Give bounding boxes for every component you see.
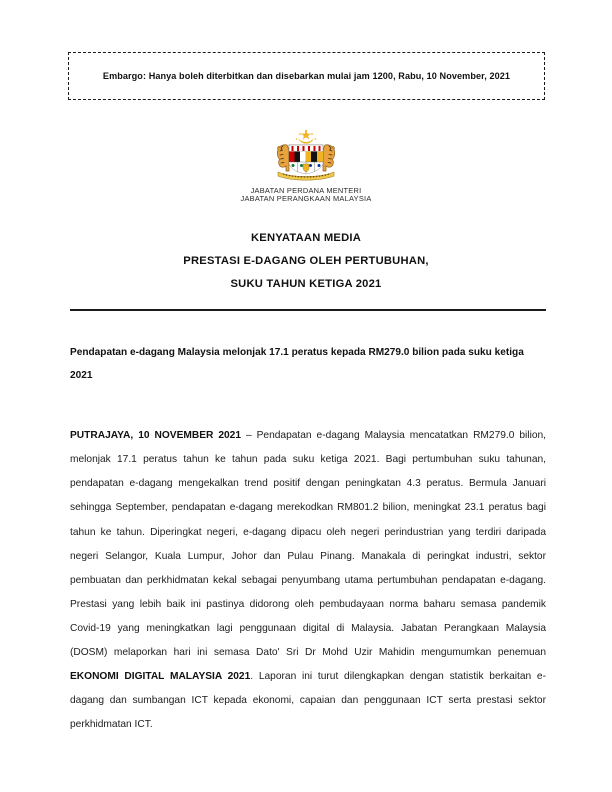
body-part-2: . Laporan ini turut dilengkapkan dengan statistik berkaitan e-dagang dan sumbangan ICT kepada ekonomi, capaian dan penggunaan ICT serta prestasi sektor perkhidmatan ICT.: [70, 671, 546, 731]
tiger-left: [277, 145, 289, 171]
department-name-line-1: JABATAN PERDANA MENTERI: [250, 186, 362, 195]
embargo-notice-box: [68, 52, 545, 100]
tiger-right: [323, 145, 335, 171]
department-name-line-2: JABATAN PERANGKAAN MALAYSIA: [240, 194, 372, 204]
document-title-block: [0, 232, 612, 290]
department-names: [240, 187, 371, 204]
letterhead: [0, 128, 612, 204]
malaysia-coat-of-arms-icon: [263, 128, 349, 184]
page-title-line-1: KENYATAAN MEDIA: [250, 232, 362, 244]
title-divider: [70, 309, 546, 311]
body-part-1: – Pendapatan e-dagang Malaysia mencatatkan RM279.0 bilion, melonjak 17.1 peratus tahun ke tahun pada suku ketiga 2021. Bagi pertumbuhan suku tahunan, pendapatan e-dagang mengekalkan trend positif dengan peningkatan 4.3 peratus. Bermula Januari sehingga September, pendapatan e-dagang merekodkan RM801.2 bilion, meningkat 23.1 peratus bagi tahun ke tahun. Diperingkat negeri, e-dagang dipacu oleh negeri perindustrian yang terdiri daripada negeri Selangor, Kuala Lumpur, Johor dan Pulau Pinang. Manakala di peringkat industri, sektor pembuatan dan perkhidmatan kekal sebagai penyumbang utama pertumbuhan pendapatan e-dagang. Prestasi yang lebih baik ini pastinya didorong oleh pembudayaan norma baharu semasa pandemik Covid-19 yang meningkatkan lagi penggunaan digital di Malaysia. Jabatan Perangkaan Malaysia (DOSM) melaporkan hari ini semasa Dato' Sri Dr Mohd Uzir Mahidin mengumumkan penemuan: [70, 430, 546, 659]
body-paragraph: [70, 424, 546, 737]
page-title-line-3: SUKU TAHUN KETIGA 2021: [230, 278, 382, 290]
page-title-line-2: PRESTASI E-DAGANG OLEH PERTUBUHAN,: [183, 255, 429, 267]
headline-text: Pendapatan e-dagang Malaysia melonjak 17.1 peratus kepada RM279.0 bilion pada suku ketiga 2021: [70, 347, 524, 382]
dateline: PUTRAJAYA, 10 NOVEMBER 2021: [70, 430, 242, 442]
embargo-notice-text: Embargo: Hanya boleh diterbitkan dan disebarkan mulai jam 1200, Rabu, 10 November, 2021: [102, 71, 511, 81]
report-name: EKONOMI DIGITAL MALAYSIA 2021: [70, 671, 251, 683]
shield: [289, 145, 323, 174]
